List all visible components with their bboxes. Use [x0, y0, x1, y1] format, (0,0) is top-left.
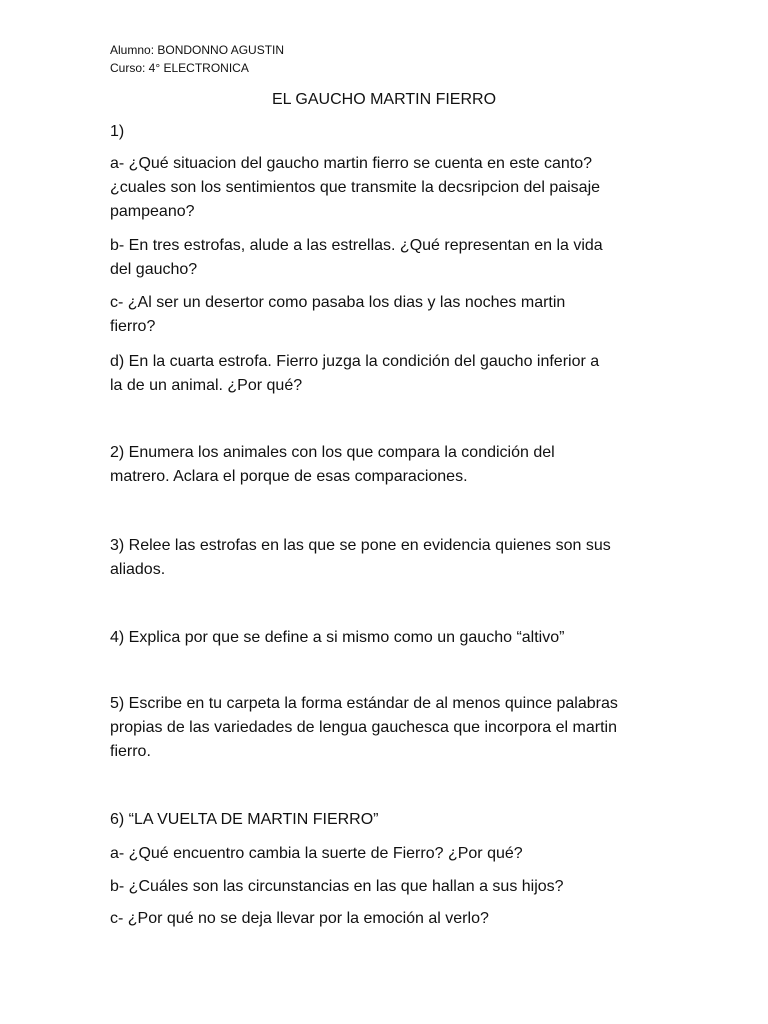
question-1c-line: c- ¿Al ser un desertor como pasaba los dias y las noches martin	[110, 294, 566, 311]
question-1d	[110, 350, 660, 398]
question-5	[110, 692, 660, 764]
question-3-line: 3) Relee las estrofas en las que se pone en evidencia quienes son sus	[110, 537, 611, 554]
question-1b-line: b- En tres estrofas, alude a las estrellas. ¿Qué representan en la vida	[110, 237, 603, 254]
question-3	[110, 534, 660, 582]
question-6-heading: 6) “LA VUELTA DE MARTIN FIERRO”	[110, 811, 379, 828]
question-1b	[110, 234, 660, 282]
question-1a-line: pampeano?	[110, 203, 195, 220]
question-5-line: 5) Escribe en tu carpeta la forma estándar de al menos quince palabras	[110, 695, 618, 712]
question-2	[110, 441, 660, 489]
question-1d-line: la de un animal. ¿Por qué?	[110, 377, 303, 394]
question-2-line: 2) Enumera los animales con los que compara la condición del	[110, 444, 555, 461]
question-5-line: fierro.	[110, 743, 151, 760]
question-6a: a- ¿Qué encuentro cambia la suerte de Fierro? ¿Por qué?	[110, 845, 523, 862]
question-6c: c- ¿Por qué no se deja llevar por la emoción al verlo?	[110, 910, 489, 927]
course-label: Curso: 4° ELECTRONICA	[110, 61, 249, 75]
question-1a	[110, 152, 660, 224]
question-4	[110, 626, 660, 650]
question-4-line: 4) Explica por que se define a si mismo como un gaucho “altivo”	[110, 629, 565, 646]
question-1b-line: del gaucho?	[110, 261, 198, 278]
question-1a-line: a- ¿Qué situacion del gaucho martin fierro se cuenta en este canto?	[110, 155, 593, 172]
question-1-number: 1)	[110, 123, 125, 140]
question-6b: b- ¿Cuáles son las circunstancias en las que hallan a sus hijos?	[110, 878, 564, 895]
question-1d-line: d) En la cuarta estrofa. Fierro juzga la condición del gaucho inferior a	[110, 353, 600, 370]
question-1c	[110, 291, 660, 339]
question-1a-line: ¿cuales son los sentimientos que transmite la decsripcion del paisaje	[110, 179, 601, 196]
question-1c-line: fierro?	[110, 318, 156, 335]
question-3-line: aliados.	[110, 561, 166, 578]
question-5-line: propias de las variedades de lengua gauchesca que incorpora el martin	[110, 719, 617, 736]
student-name: Alumno: BONDONNO AGUSTIN	[110, 43, 285, 57]
question-2-line: matrero. Aclara el porque de esas comparaciones.	[110, 468, 468, 485]
document-title: EL GAUCHO MARTIN FIERRO	[271, 91, 497, 108]
